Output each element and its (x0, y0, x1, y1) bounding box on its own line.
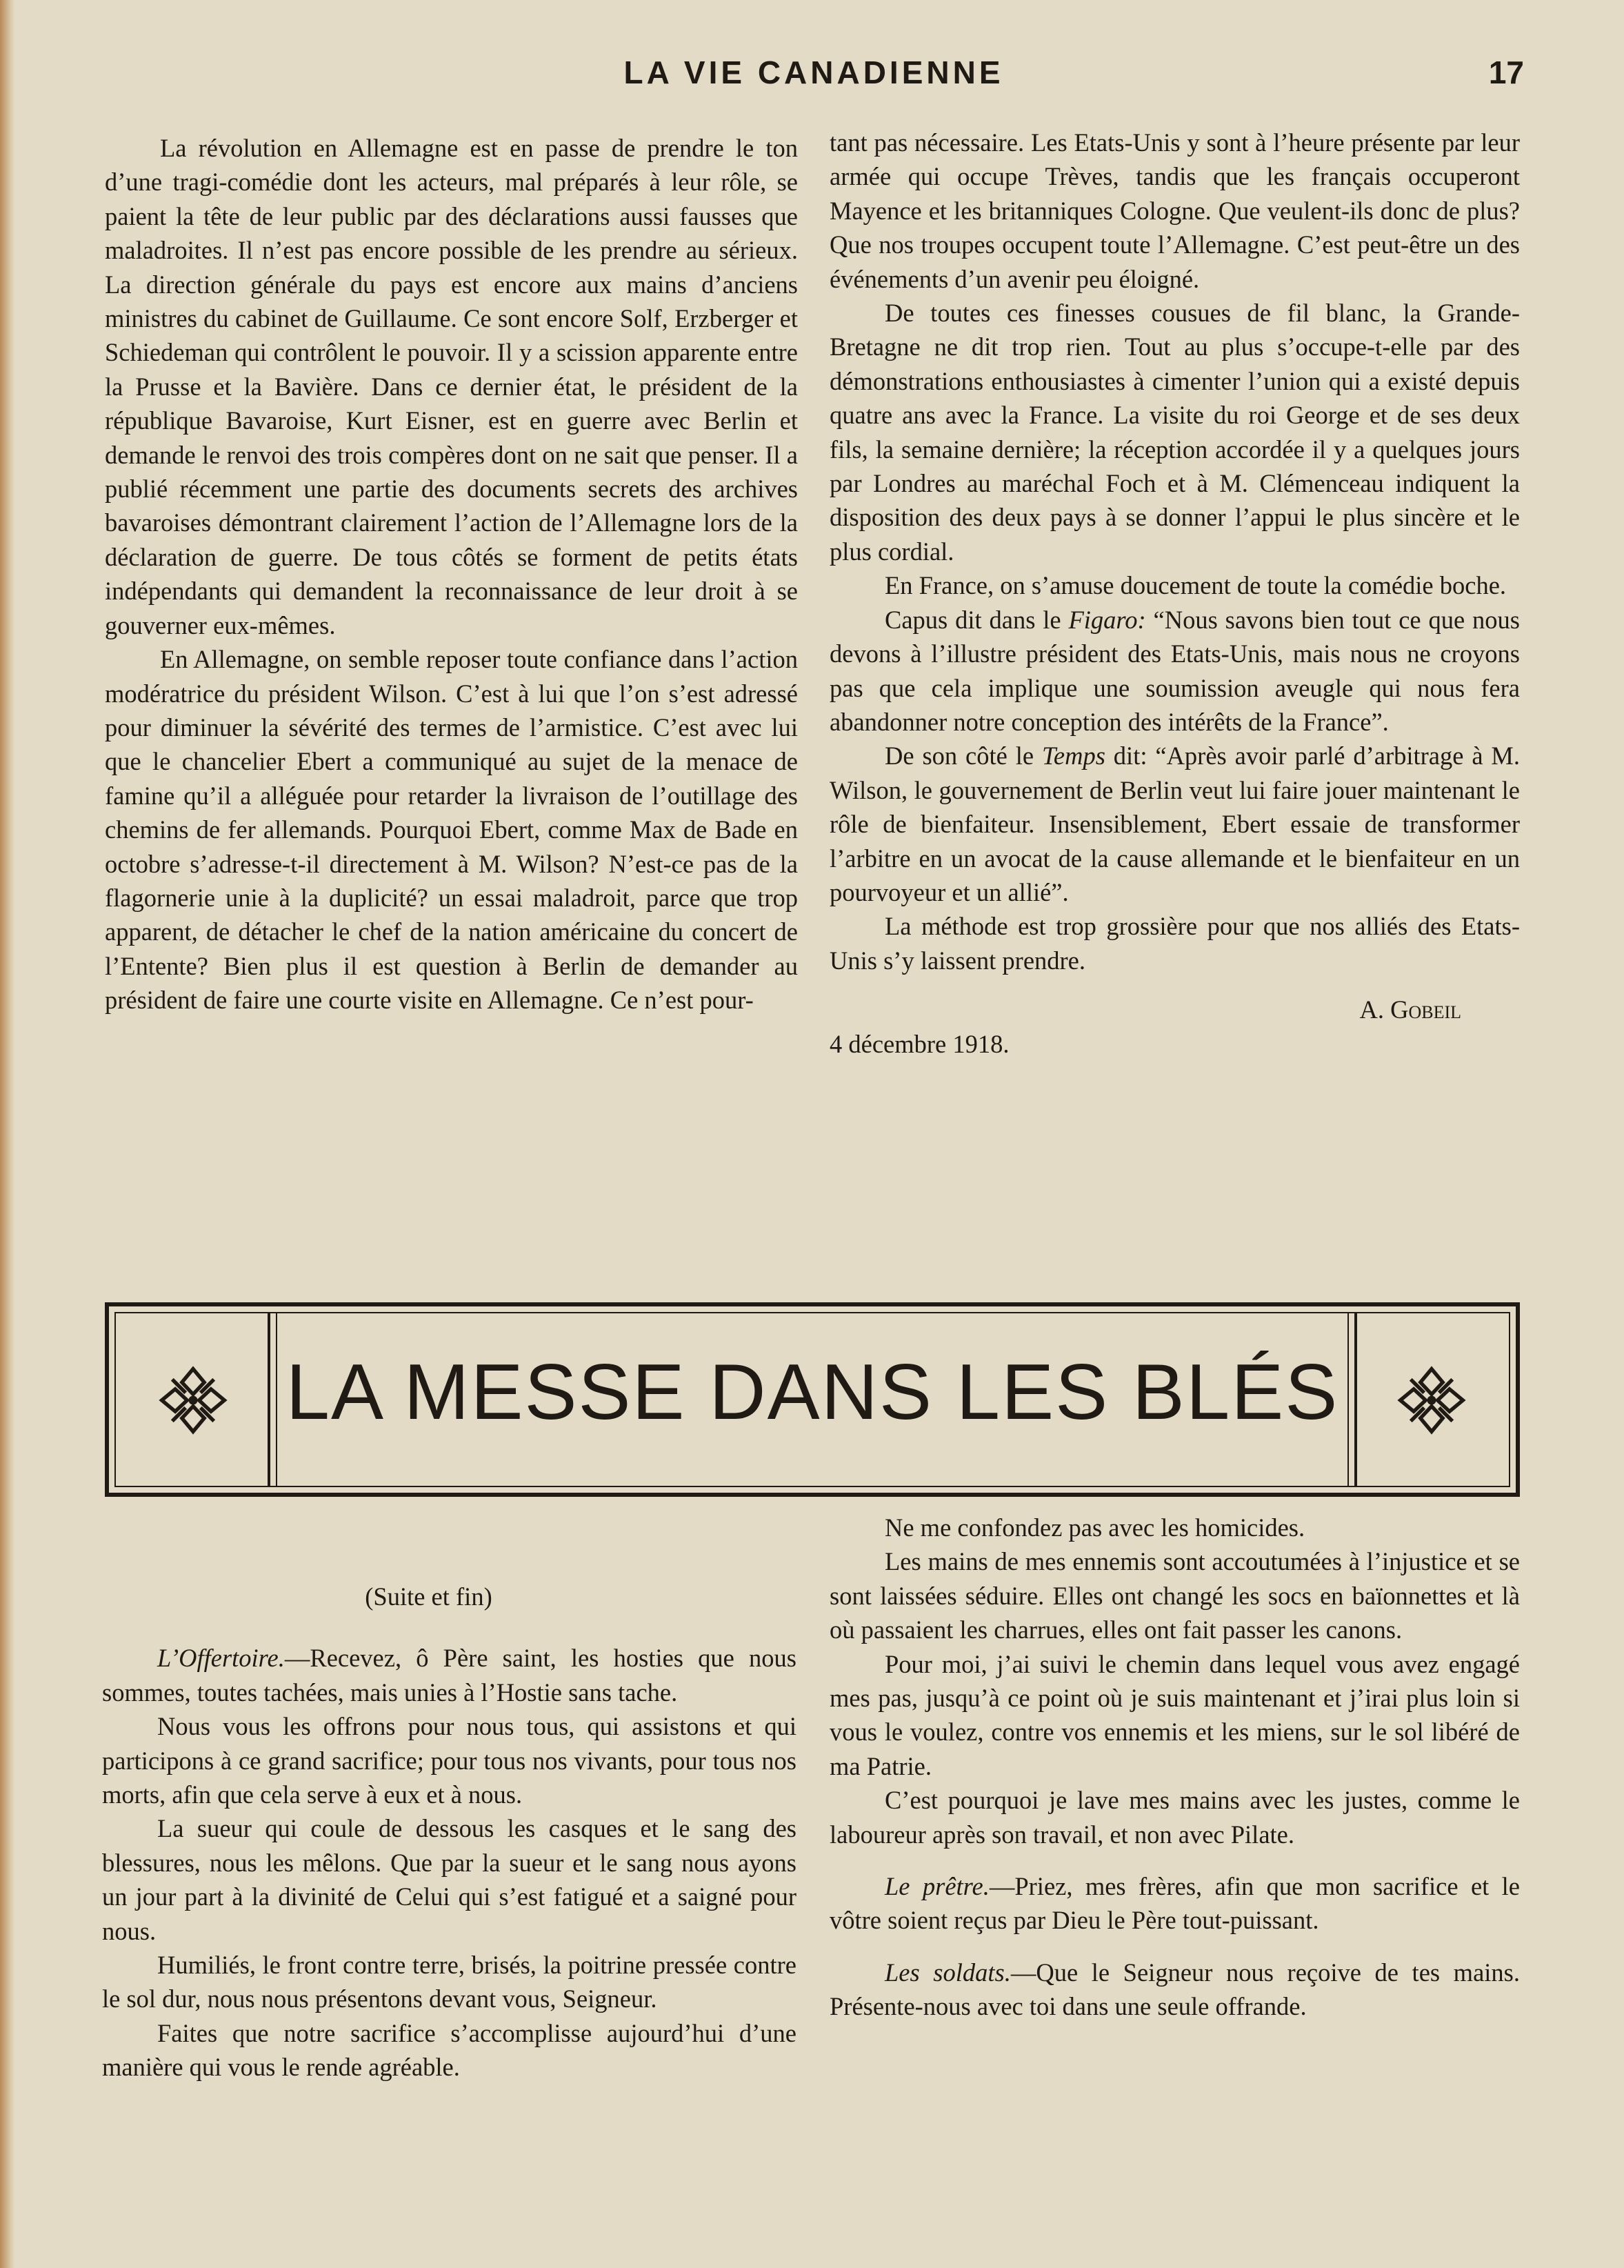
paragraph: En France, on s’amuse doucement de toute la comédie boche. (885, 571, 1507, 600)
paragraph: Nous vous les offrons pour nous tous, qui assistons et qui participons à ce grand sacrifice; pour tous nos vivants, pour tous nos morts, afin que cela serve à eux et à nous. (102, 1712, 796, 1809)
pretre-label: Le prêtre. (885, 1872, 990, 1901)
temps-title: Temps (1041, 742, 1105, 770)
paragraph: Humiliés, le front contre terre, brisés, la poitrine pressée contre le sol dur, nous nous présentons devant vous, Seigneur. (102, 1951, 796, 2013)
soldats-paragraph (830, 1956, 1520, 2024)
paragraph: La méthode est trop grossière pour que nos alliés des Etats-Unis s’y laissent prendre. (830, 912, 1520, 975)
title-banner (105, 1302, 1520, 1497)
figaro-title: Figaro: (1068, 605, 1146, 634)
article-title: LA MESSE DANS LES BLÉS (285, 1349, 1339, 1436)
pretre-text: —Priez, mes frères, afin que mon sacrifice et le vôtre soient reçus par Dieu le Père tout-puissant. (830, 1872, 1520, 1935)
soldats-text: —Que le Seigneur nous reçoive de tes mains. Présente-nous avec toi dans une seule offrande. (830, 1958, 1520, 2021)
banner-divider (1354, 1313, 1357, 1486)
journal-title: LA VIE CANADIENNE (623, 54, 1004, 90)
capus-paragraph (830, 603, 1520, 739)
banner-divider (1347, 1313, 1349, 1486)
author-signature: A. Gobeil (1359, 995, 1461, 1024)
temps-paragraph (830, 739, 1520, 909)
capus-intro: Capus dit dans le (885, 605, 1069, 634)
temps-quote: dit: “Après avoir parlé d’arbitrage à M. Wilson, le gouvernement de Berlin veut lui faire jouer maintenant le rôle de bienfaiteur. Insensiblement, Ebert essaie de transformer l’arbitre en un avocat de la cause allemande et le bienfaiteur en un pourvoyeur et un allié”. (830, 742, 1520, 906)
paragraph: Pour moi, j’ai suivi le chemin dans lequel vous avez engagé mes pas, jusqu’à ce point où je suis maintenant et j’irai plus loin si vous le voulez, contre vos ennemis et les miens, sur le sol libéré de ma Patrie. (830, 1649, 1520, 1780)
offertoire-text: —Recevez, ô Père saint, les hosties que nous sommes, toutes tachées, mais unies à l’Hostie sans tache. (102, 1644, 796, 1707)
article1-left-column (105, 131, 798, 1017)
article1-right-column (830, 126, 1520, 1061)
floral-ornament-icon (1394, 1363, 1469, 1438)
paragraph: La révolution en Allemagne est en passe de prendre le ton d’une tragi-comédie dont les acteurs, mal préparés à leur rôle, se paient la tête de leur public par des déclarations aussi fausses que maladroites. Il n’est pas encore possible de les prendre au sérieux. La direction générale du pays est encore aux mains d’anciens ministres du cabinet de Guillaume. Ce sont encore Solf, Erzberger et Schiedeman qui contrôlent le pouvoir. Il y a scission apparente entre la Prusse et la Bavière. Dans ce dernier état, le président de la république Bavaroise, Kurt Eisner, est en guerre avec Berlin et demande le renvoi des trois compères dont on ne sait que penser. Il a publié récemment une partie des documents secrets des archives bavaroises démontrant clairement l’action de l’Allemagne lors de la déclaration de guerre. De tous côtés se forment de petits états indépendants qui demandent la reconnaissance de leur droit à se gouverner eux-mêmes. (105, 134, 798, 639)
article-date: 4 décembre 1918. (830, 1029, 1010, 1058)
page-number: 17 (1488, 54, 1524, 90)
paragraph: Ne me confondez pas avec les homicides. (885, 1513, 1305, 1542)
paragraph: En Allemagne, on semble reposer toute confiance dans l’action modératrice du président Wilson. C’est à lui que l’on s’est adressé pour diminuer la sévérité des termes de l’armistice. C’est avec lui que le chancelier Ebert a communiqué au sujet de la menace de famine qu’il a alléguée pour retarder la livraison de l’outillage des chemins de fer allemands. Pourquoi Ebert, comme Max de Bade en octobre s’adresse-t-il directement à M. Wilson? N’est-ce pas de la flagornerie unie à la duplicité? un essai maladroit, parce que trop apparent, de détacher le chef de la nation américaine du concert de l’Entente? Bien plus il est question à Berlin de demander au président de faire une courte visite en Allemagne. Ce n’est pour- (105, 645, 798, 1015)
article2-right-column (830, 1511, 1520, 2024)
paragraph-continuation: tant pas nécessaire. Les Etats-Unis y sont à l’heure présente par leur armée qui occupe Trèves, tandis que les français occuperont Mayence et les britanniques Cologne. Que veulent-ils donc de plus? Que nos troupes occupent toute l’Allemagne. C’est peut-être un des événements d’un avenir peu éloigné. (830, 128, 1520, 293)
title-banner-inner-frame (114, 1312, 1510, 1487)
banner-divider (268, 1313, 270, 1486)
banner-divider (276, 1313, 277, 1486)
capus-quote: “Nous savons bien tout ce que nous devons à l’illustre président des Etats-Unis, mais nous ne croyons pas que cela implique une soumission aveugle qui nous fera abandonner notre conception des intérêts de la France”. (830, 605, 1520, 736)
paragraph: Les mains de mes ennemis sont accoutumées à l’injustice et se sont laissées séduire. Elles ont changé les socs en baïonnettes et là où passaient les charrues, elles ont fait passer les canons. (830, 1547, 1520, 1644)
running-head (103, 54, 1524, 102)
paragraph: Faites que notre sacrifice s’accomplisse aujourd’hui d’une manière qui vous le rende agréable. (102, 2018, 796, 2082)
temps-intro: De son côté le (885, 742, 1042, 770)
article2-left-column (102, 1580, 796, 2085)
paragraph: De toutes ces finesses cousues de fil blanc, la Grande-Bretagne ne dit trop rien. Tout au plus s’occupe-t-elle par des démonstrations enthousiastes à cimenter l’union qui a existé depuis quatre ans avec la France. La visite du roi George et de ses deux fils, la semaine dernière; la réception accordée il y a quelques jours par Londres au maréchal Foch et à M. Clémenceau indiquent la disposition des deux pays à se donner l’appui le plus sincère et le plus cordial. (830, 299, 1520, 566)
offertoire-paragraph (102, 1641, 796, 1709)
paragraph: C’est pourquoi je lave mes mains avec les justes, comme le laboureur après son travail, et non avec Pilate. (830, 1786, 1520, 1849)
soldats-label: Les soldats. (885, 1958, 1011, 1987)
offertoire-label: L’Offertoire. (157, 1644, 285, 1673)
pretre-paragraph (830, 1869, 1520, 1938)
page-edge (0, 0, 15, 2268)
floral-ornament-icon (156, 1363, 230, 1438)
article-subtitle: (Suite et fin) (365, 1582, 492, 1611)
paragraph: La sueur qui coule de dessous les casques et le sang des blessures, nous les mêlons. Que par la sueur et le sang nous ayons un jour part à la divinité de Celui qui s’est fatigué et a saigné pour nous. (102, 1814, 796, 1945)
